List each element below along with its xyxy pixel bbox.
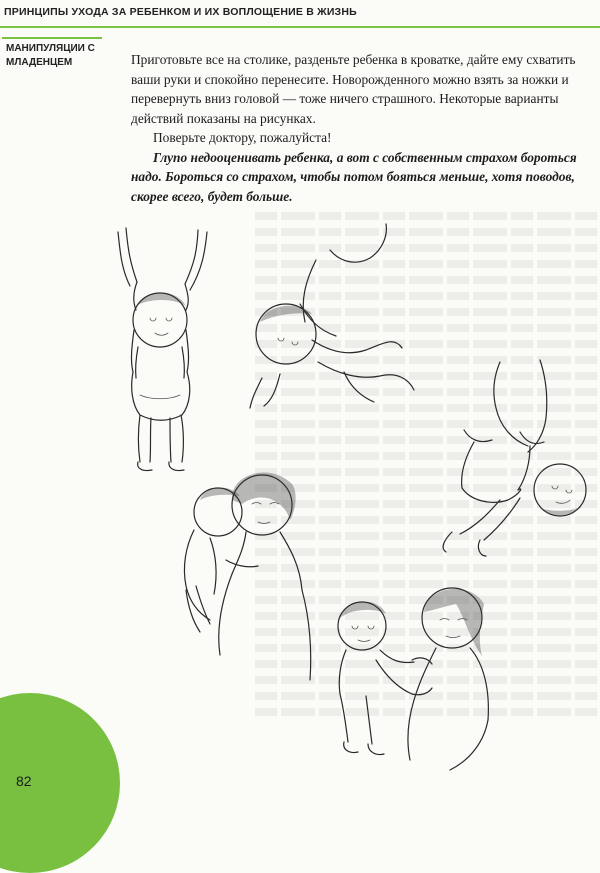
page-number: 82 (16, 773, 32, 789)
paragraph-emphasis: Глупо недооценивать ребенка, а вот с собственным страхом бороться надо. Бороться со страхом, чтобы потом бояться меньше, хотя поводов, скорее всего, будет больше. (131, 149, 577, 204)
baby-held-by-hands-illustration (118, 228, 207, 471)
running-header-title: ПРИНЦИПЫ УХОДА ЗА РЕБЕНКОМ И ИХ ВОПЛОЩЕНИЕ В ЖИЗНЬ (4, 6, 357, 18)
mother-carrying-baby-illustration (184, 473, 310, 680)
section-title: МАНИПУЛЯЦИИ С МЛАДЕНЦЕМ (6, 43, 95, 68)
paragraph-instructions: Приготовьте все на столике, разденьте ребенка в кроватке, дайте ему схватить ваши руки и спокойно перенесите. Новорожденного можно взять за ножки и перевернуть вниз головой — тоже ничего страшного. Некоторые варианты действий показаны на рисунках. (131, 52, 576, 126)
baby-lifted-by-ankles-illustration (443, 360, 586, 556)
paragraph-trust-doctor: Поверьте доктору, пожалуйста! (153, 130, 332, 145)
baby-held-upside-down-illustration (250, 224, 414, 408)
toddler-walking-with-mother-illustration (338, 588, 488, 770)
